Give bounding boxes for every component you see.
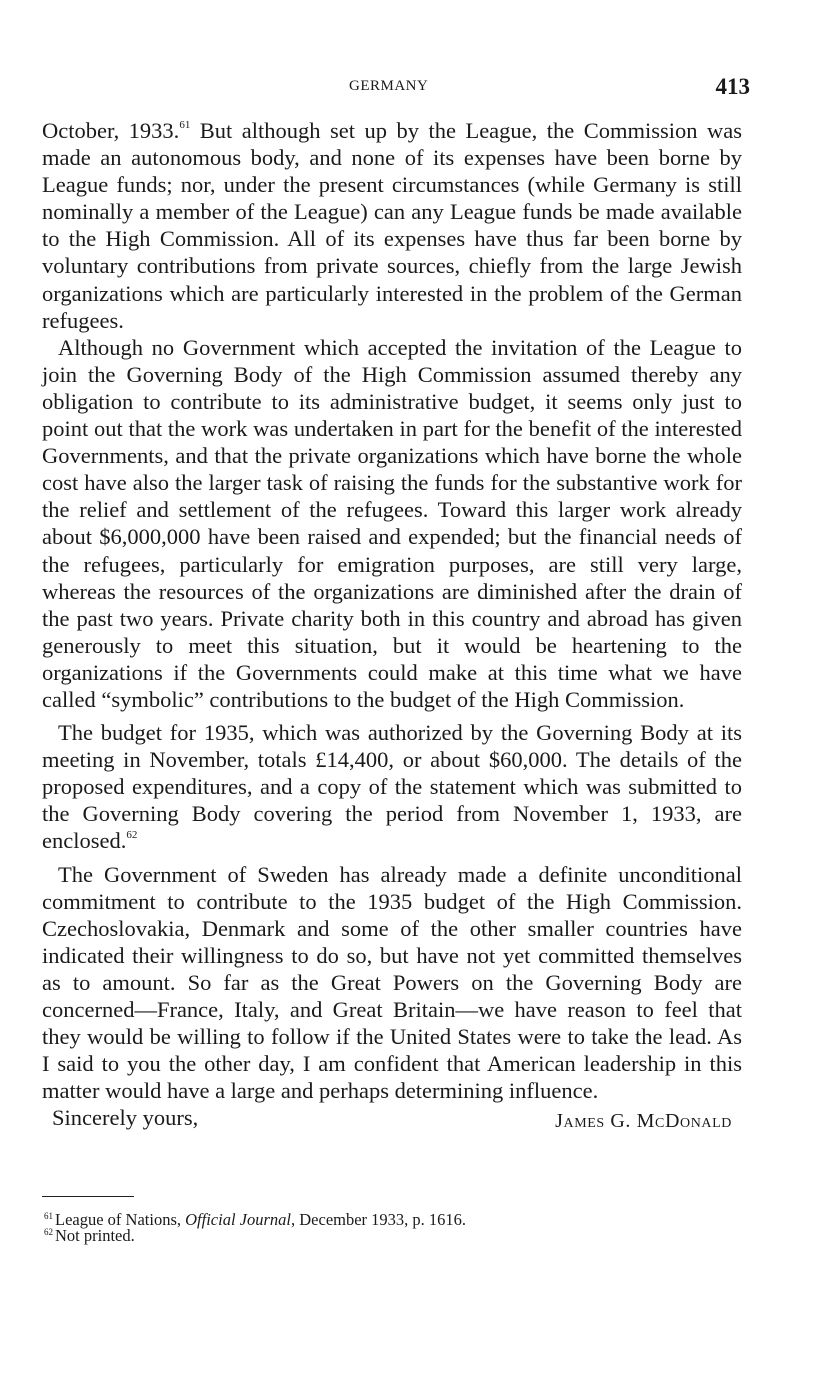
paragraph-3-text: The budget for 1935, which was authorized by the Governing Body at its meeting in November, totals £14,400, or about $60,000. The details of the proposed expenditures, and a copy of the statement which was submitted to the Governing Body covering the period from November 1, 1933, are enclosed. (42, 720, 742, 854)
footnotes (44, 1212, 744, 1244)
footnote-marker: 61 (44, 1211, 53, 1221)
letter-body (42, 117, 742, 1136)
footnote-text: Not printed. (55, 1226, 135, 1245)
running-head (0, 74, 838, 108)
footnote-marker: 62 (44, 1227, 53, 1237)
footnote-citation: , December 1933, p. 1616. (291, 1210, 467, 1229)
footnote-divider (42, 1196, 134, 1197)
paragraph-2: Although no Government which accepted the invitation of the League to join the Governing Body of the High Commission assumed thereby any obligation to contribute to its administrative budget, it seems only just to point out that the work was undertaken in part for the benefit of the interested Governments, and that the private organizations which have borne the whole cost have also the larger task of raising the funds for the substantive work for the relief and settlement of the refugees. Toward this larger work already about $6,000,000 have been raised and expended; but the financial needs of the refugees, particularly for emigration purposes, are still very large, whereas the resources of the organizations are diminished after the drain of the past two years. Private charity both in this country and abroad has given generously to meet this situation, but it would be heartening to the organizations if the Governments could make at this time what we have called “symbolic” contributions to the budget of the High Commission. (42, 334, 742, 712)
footnote-journal-title: Official Journal (185, 1210, 291, 1229)
signature: James G. McDonald (555, 1110, 732, 1133)
footnote-ref-61: 61 (179, 119, 191, 131)
footnote-text: League of Nations, (55, 1210, 186, 1229)
salutation: Sincerely yours, (52, 1105, 199, 1131)
running-title: GERMANY (349, 78, 429, 94)
paragraph-1-rest: But although set up by the League, the Commission was made an autonomous body, and none of its expenses have been borne by League funds; nor, under the present circumstances (while Germany is still nominally a member of the League) can any League funds be made available to the High Commission. All of its expenses have thus far been borne by voluntary contributions from private sources, chiefly from the large Jewish organizations which are particularly interested in the problem of the German refugees. (42, 118, 742, 333)
page-number: 413 (715, 74, 750, 99)
footnote-ref-62: 62 (126, 829, 138, 842)
footnote-62 (44, 1228, 744, 1244)
paragraph-1 (42, 117, 742, 334)
paragraph-4: The Government of Sweden has already made a definite unconditional commitment to contribute to the 1935 budget of the High Commission. Czechoslovakia, Denmark and some of the other smaller countries have indicated their willingness to do so, but have not yet committed themselves as to amount. So far as the Great Powers on the Governing Body are concerned—France, Italy, and Great Britain—we have reason to feel that they would be willing to follow if the United States were to take the lead. As I said to you the other day, I am confident that American leadership in this matter would have a large and perhaps determining influence. (42, 861, 742, 1104)
paragraph-3 (42, 719, 742, 854)
letter-closing (42, 1104, 742, 1136)
paragraph-1-start: October, 1933. (42, 118, 180, 143)
footnote-61 (44, 1212, 744, 1228)
